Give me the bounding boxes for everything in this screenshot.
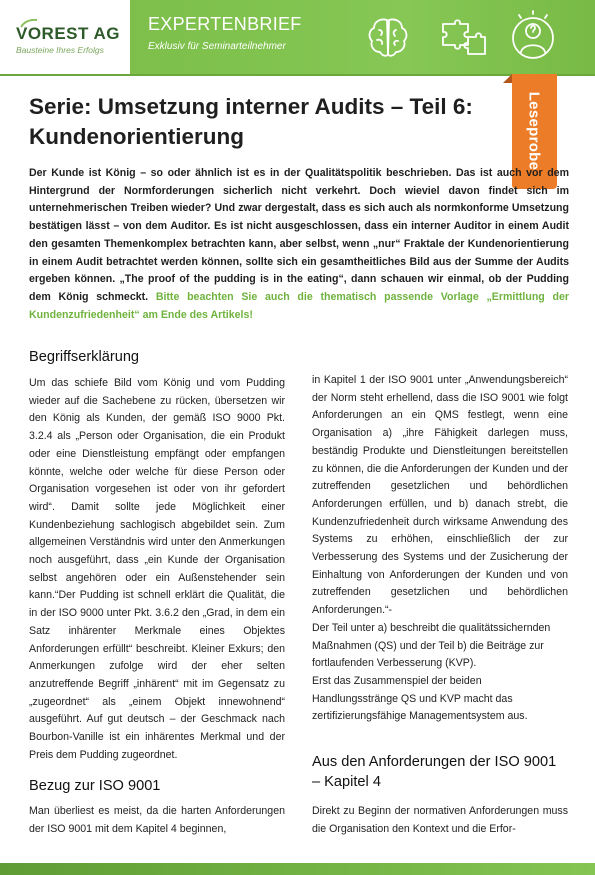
right-column [312, 372, 568, 838]
puzzle-icon [435, 10, 491, 66]
paragraph: Um das schiefe Bild vom König und vom Pudding wieder auf die Sachebene zu rücken, übersetzen wir den König als Kunden, der gemäß ISO 9000 Pkt. 3.2.4 als „Person oder Organisation, die ein Produkt oder eine Dienstleistung empfängt oder empfangen könnte, welche oder welche für diese Person oder Organisation vorgesehen ist oder von ihr gefordert wird“. Damit sollte jede Möglichkeit einer Kundenbeziehung sachlogisch abgebildet sein. Zum allgemeinen Verständnis wird unter den Anmerkungen noch ausgeführt, dass „ein Kunde der Organisation selbst angehören oder ein Außenstehender sein kann.“Der Pudding ist schnell erklärt die Qualität, die in der ISO 9000 unter Pkt. 3.6.2 den „Grad, in dem ein Satz inhärenter Merkmale eines Objektes Anforderungen erfüllt“ beschreibt. Kleiner Exkurs; den Anmerkungen zufolge wird der eher selten anzutreffende Begriff „inhärent“ mit im Gegensatz zu „zugeordnet“ als „einem Objekt innewohnend“ ausgeführt. Auf gut deutsch – der Geschmack nach Bourbon-Vanille ist ein inhärentes Merkmal und der Preis dem Pudding zugeordnet. [29, 377, 285, 761]
vorest-logo [16, 24, 120, 55]
expert-brief-banner [130, 0, 595, 74]
section-heading-bezug-iso: Bezug zur ISO 9001 [29, 778, 161, 795]
brief-subtitle: Exklusiv für Seminarteilnehmer [148, 41, 286, 52]
paragraph: in Kapitel 1 der ISO 9001 unter „Anwendungsbereich“ der Norm steht erhellend, dass die ISO 9001 wie folgt Anforderungen an ein QMS festlegt, wenn eine Organisation a) „ihre Fähigkeit darlegen muss, beständig Produkte und Dienstleitungen bereitstellen zu können, die die Anforderungen der Kunden und der zutreffenden gesetzlichen und behördlichen Anforderungen erfüllen, und b) danach strebt, die Kundenzufriedenheit durch wirksame Anwendung des Systems zu erhöhen, einschließlich der zur Verbesserung des Systems und der Zusicherung der Einhaltung von Anforderungen der Kunden und von zutreffenden gesetzlichen und behördlichen Anforderungen.“- [312, 374, 568, 617]
footer-bar [0, 863, 595, 875]
article-title: Serie: Umsetzung interner Audits – Teil 6: Kundenorientierung [29, 94, 473, 149]
brain-icon [360, 10, 416, 66]
article-intro [29, 165, 569, 324]
section-heading-begriffserklaerung: Begriffserklärung [29, 349, 140, 365]
paragraph: Man überliest es meist, da die harten Anforderungen der ISO 9001 mit dem Kapitel 4 beginnen, [29, 805, 285, 836]
brief-title: EXPERTENBRIEF [148, 14, 302, 34]
logo-slogan: Bausteine Ihres Erfolgs [16, 45, 104, 55]
logo-swoosh-icon [20, 18, 38, 28]
logo-name: VOREST AG [16, 24, 120, 43]
paragraph: Erst das Zusammenspiel der beiden Handlungsstränge QS und KVP macht das zertifizierungsfähige Managementsystem aus. [312, 674, 528, 723]
page-header [0, 0, 595, 74]
section-heading-kapitel-4: Aus den Anforderungen der ISO 9001 – Kapitel 4 [312, 754, 557, 791]
ribbon-fold [503, 74, 512, 83]
paragraph: Direkt zu Beginn der normativen Anforderungen muss die Organisation den Kontext und die Erfor- [312, 805, 568, 835]
left-column [29, 347, 285, 839]
ribbon-label: Leseprobe [525, 91, 543, 171]
intro-highlight: Bitte beachten Sie auch die thematisch passende Vorlage „Ermittlung der Kundenzufriedenheit“ am Ende des Artikels! [29, 290, 569, 321]
person-idea-icon [505, 10, 561, 66]
paragraph: Der Teil unter a) beschreibt die qualitätssichernden Maßnahmen (QS) und der Teil b) die Beiträge zur fortlaufenden Verbesserung (KVP). [312, 621, 551, 670]
intro-text: Der Kunde ist König – so oder ähnlich ist es in der Qualitätspolitik beschrieben. Das ist auch vor dem Hintergrund der Normforderungen sicherlich nicht verkehrt. Doch wieviel davon findet sich im unternehmerischen Treiben wieder? Und zwar dergestalt, dass es sich auch als normkonforme Umsetzung bestätigen lässt – von dem Auditor. Es ist nicht ausgeschlossen, dass ein interner Auditor in einem Audit den gesamten Themenkomplex betrachten kann, aber selbst, wenn „nur“ Fraktale der Kundenorientierung in einem Audit betrachtet werden können, sollte sich ein gesamtheitliches Bild aus der Summe der Audits ergeben können. „The proof of the pudding is in the eating“, dann schauen wir einmal, ob der Pudding dem König schmeckt. [29, 167, 569, 303]
